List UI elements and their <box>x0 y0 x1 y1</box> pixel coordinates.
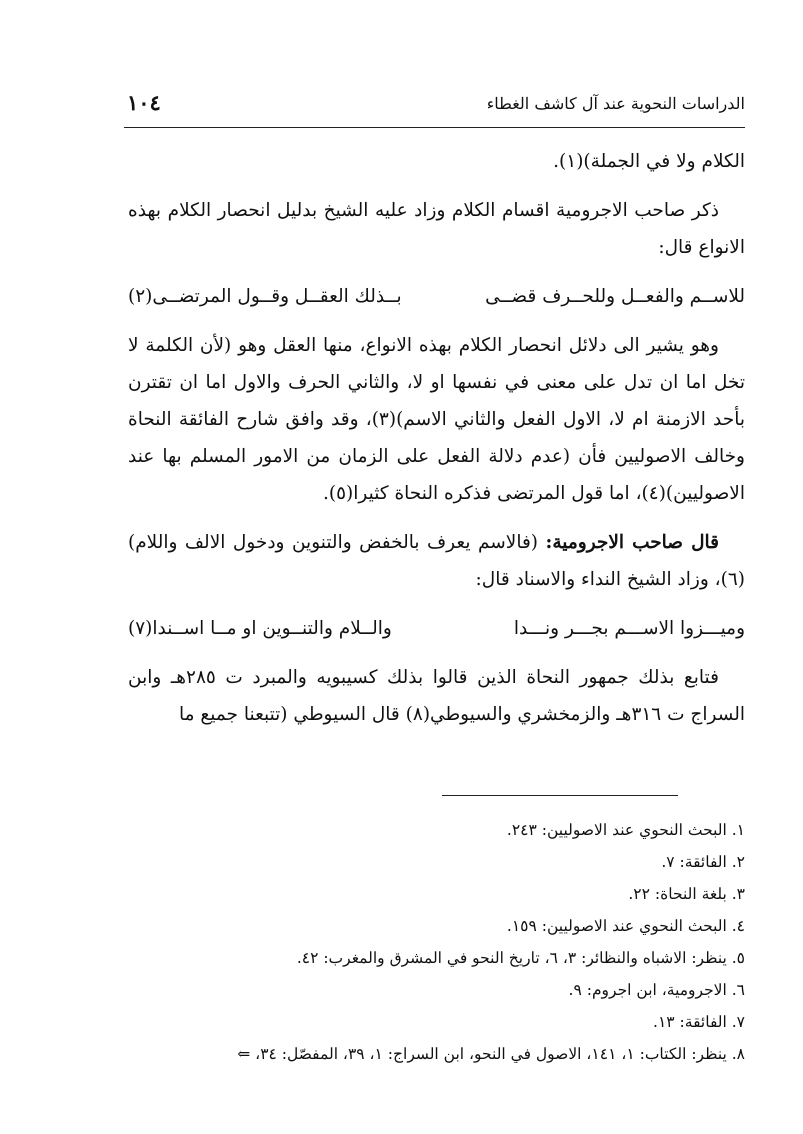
running-header-title: الدراسات النحوية عند آل كاشف الغطاء <box>486 94 745 113</box>
verse-2-first-hemistich: وميـــزوا الاســـم بجـــر ونـــدا <box>513 618 745 639</box>
footnote-1: ١. البحث النحوي عند الاصوليين: ٢٤٣. <box>506 821 745 839</box>
verse-1 <box>128 278 745 315</box>
verse-2 <box>128 610 745 647</box>
footnote-7: ٧. الفائقة: ١٣. <box>653 1013 745 1031</box>
footnote-5: ٥. ينظر: الاشباه والنظائر: ٣، ٦، تاريخ النحو في المشرق والمغرب: ٤٢. <box>296 949 745 967</box>
footnotes <box>128 814 745 1070</box>
verse-2-second-hemistich: والــلام والتنــوين او مــا اســندا(٧) <box>128 618 392 639</box>
footnote-4: ٤. البحث النحوي عند الاصوليين: ١٥٩. <box>506 917 745 935</box>
footnote-separator <box>442 795 678 796</box>
header-rule <box>124 127 745 128</box>
paragraph-3: وهو يشير الى دلائل انحصار الكلام بهذه الانواع، منها العقل وهو (لأن الكلمة لا تخل اما ان تدل على معنى في نفسها او لا، والثاني الحرف والاول اما ان تقترن بأحد الازمنة ام لا، الاول الفعل والثاني الاسم)(٣)، وقد وافق شارح الفائقة النحاة وخالف الاصوليين فأن (عدم دلالة الفعل على الزمان من الامور المسلم بها عند الاصوليين)(٤)، اما قول المرتضى فذكره النحاة كثيرا(٥). <box>128 335 745 504</box>
page-number: ١٠٤ <box>127 90 161 115</box>
paragraph-4-lead: قال صاحب الاجرومية: <box>545 532 719 553</box>
paragraph-4-text: (فالاسم يعرف بالخفض والتنوين ودخول الالف واللام)(٦)، وزاد الشيخ النداء والاسناد قال: <box>128 532 745 590</box>
footnote-3: ٣. بلغة النحاة: ٢٢. <box>628 885 745 903</box>
body-text <box>128 143 745 745</box>
paragraph-1: الكلام ولا في الجملة)(١). <box>553 151 745 172</box>
footnote-2: ٢. الفائقة: ٧. <box>661 853 745 871</box>
paragraph-5: فتابع بذلك جمهور النحاة الذين قالوا بذلك كسيبويه والمبرد ت ٢٨٥هـ وابن السراج ت ٣١٦هـ والزمخشري والسيوطي(٨) قال السيوطي (تتبعنا جميع ما <box>128 667 745 725</box>
paragraph-4 <box>128 524 745 598</box>
paragraph-2: ذكر صاحب الاجرومية اقسام الكلام وزاد عليه الشيخ بدليل انحصار الكلام بهذه الانواع قال: <box>128 200 745 258</box>
verse-1-first-hemistich: للاســم والفعــل وللحــرف قضــى <box>485 286 745 307</box>
footnote-8: ٨. ينظر: الكتاب: ١، ١٤١، الاصول في النحو، ابن السراج: ١، ٣٩، المفصّل: ٣٤، ⇐ <box>237 1045 745 1063</box>
footnote-6: ٦. الاجرومية، ابن اجروم: ٩. <box>568 981 745 999</box>
verse-1-second-hemistich: بــذلك العقــل وقــول المرتضــى(٢) <box>128 286 402 307</box>
